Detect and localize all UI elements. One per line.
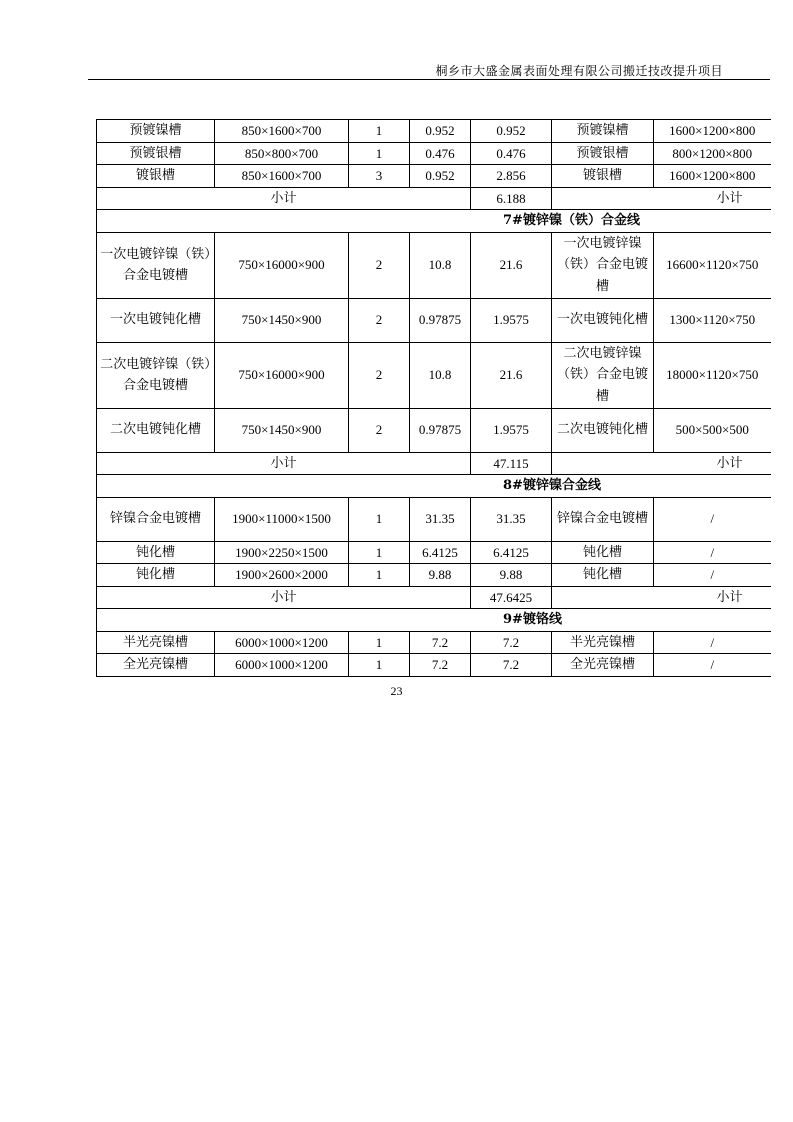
table-cell: 10.8 bbox=[410, 232, 471, 298]
section-title: 9#镀铬线 bbox=[97, 609, 771, 632]
table-cell: 31.35 bbox=[471, 497, 552, 541]
table-cell: 半光亮镍槽 bbox=[97, 631, 215, 654]
table-cell: 0.952 bbox=[410, 165, 471, 188]
subtotal-row bbox=[97, 586, 771, 609]
table-cell: 2 bbox=[349, 408, 410, 452]
table-cell: 1900×2250×1500 bbox=[215, 541, 349, 564]
table-cell: 2.856 bbox=[471, 165, 552, 188]
table-cell: / bbox=[654, 654, 771, 677]
table-cell: 1 bbox=[349, 142, 410, 165]
table-cell: 2 bbox=[349, 298, 410, 342]
table-cell: 750×1450×900 bbox=[215, 298, 349, 342]
table-cell: 6.4125 bbox=[471, 541, 552, 564]
table-cell: / bbox=[654, 497, 771, 541]
table-cell: 3 bbox=[349, 165, 410, 188]
table-cell: / bbox=[654, 564, 771, 587]
table-row bbox=[97, 298, 771, 342]
table-cell: 一次电镀钝化槽 bbox=[97, 298, 215, 342]
table-cell: 1900×11000×1500 bbox=[215, 497, 349, 541]
table-row bbox=[97, 541, 771, 564]
table-cell: 7.2 bbox=[410, 654, 471, 677]
table-cell: 1600×1200×800 bbox=[654, 165, 771, 188]
table-row bbox=[97, 342, 771, 408]
table-cell: 21.6 bbox=[471, 232, 552, 298]
table-cell: 7.2 bbox=[410, 631, 471, 654]
equipment-table bbox=[96, 119, 771, 677]
table-cell: 半光亮镍槽 bbox=[552, 631, 654, 654]
table-cell: 850×1600×700 bbox=[215, 165, 349, 188]
table-cell: 2 bbox=[349, 342, 410, 408]
table-cell: 500×500×500 bbox=[654, 408, 771, 452]
table-cell: 全光亮镍槽 bbox=[552, 654, 654, 677]
document-header-title: 桐乡市大盛金属表面处理有限公司搬迁技改提升项目 bbox=[435, 64, 723, 78]
table-cell: 1.9575 bbox=[471, 298, 552, 342]
table-cell: 1 bbox=[349, 564, 410, 587]
table-cell: 16600×1120×750 bbox=[654, 232, 771, 298]
table-cell: 一次电镀锌镍（铁）合金电镀槽 bbox=[97, 232, 215, 298]
table-row bbox=[97, 232, 771, 298]
subtotal-right-label: 小计 bbox=[552, 452, 771, 475]
table-row bbox=[97, 142, 771, 165]
subtotal-right-label: 小计 bbox=[552, 187, 771, 210]
table-cell: 二次电镀锌镍（铁）合金电镀槽 bbox=[552, 342, 654, 408]
section-title: 8#镀锌镍合金线 bbox=[97, 475, 771, 498]
table-cell: 0.476 bbox=[410, 142, 471, 165]
subtotal-row bbox=[97, 187, 771, 210]
table-cell: 一次电镀锌镍（铁）合金电镀槽 bbox=[552, 232, 654, 298]
table-cell: 6000×1000×1200 bbox=[215, 631, 349, 654]
table-cell: 1 bbox=[349, 497, 410, 541]
subtotal-right-label: 小计 bbox=[552, 586, 771, 609]
table-cell: 镀银槽 bbox=[552, 165, 654, 188]
table-cell: 预镀镍槽 bbox=[97, 120, 215, 143]
table-cell: 1600×1200×800 bbox=[654, 120, 771, 143]
table-cell: 二次电镀锌镍（铁）合金电镀槽 bbox=[97, 342, 215, 408]
table-cell: 6.4125 bbox=[410, 541, 471, 564]
subtotal-value: 47.6425 bbox=[471, 586, 552, 609]
table-cell: 钝化槽 bbox=[97, 541, 215, 564]
section-title: 7#镀锌镍（铁）合金线 bbox=[97, 210, 771, 233]
table-cell: 21.6 bbox=[471, 342, 552, 408]
header-divider bbox=[88, 79, 770, 80]
subtotal-label: 小计 bbox=[97, 187, 471, 210]
table-cell: 0.97875 bbox=[410, 408, 471, 452]
table-cell: 1 bbox=[349, 541, 410, 564]
table-cell: 0.97875 bbox=[410, 298, 471, 342]
table-cell: 7.2 bbox=[471, 631, 552, 654]
table-cell: 750×1450×900 bbox=[215, 408, 349, 452]
table-cell: 850×800×700 bbox=[215, 142, 349, 165]
table-cell: 18000×1120×750 bbox=[654, 342, 771, 408]
table-cell: 预镀镍槽 bbox=[552, 120, 654, 143]
table-row bbox=[97, 497, 771, 541]
table-cell: 0.952 bbox=[471, 120, 552, 143]
table-cell: 9.88 bbox=[410, 564, 471, 587]
subtotal-value: 47.115 bbox=[471, 452, 552, 475]
table-cell: 预镀银槽 bbox=[552, 142, 654, 165]
table-cell: 全光亮镍槽 bbox=[97, 654, 215, 677]
table-cell: 锌镍合金电镀槽 bbox=[97, 497, 215, 541]
table-cell: 镀银槽 bbox=[97, 165, 215, 188]
table-cell: 850×1600×700 bbox=[215, 120, 349, 143]
table-cell: 7.2 bbox=[471, 654, 552, 677]
table-cell: 钝化槽 bbox=[552, 541, 654, 564]
table-cell: 二次电镀钝化槽 bbox=[97, 408, 215, 452]
section-header-row bbox=[97, 210, 771, 233]
table-cell: 2 bbox=[349, 232, 410, 298]
table-cell: 锌镍合金电镀槽 bbox=[552, 497, 654, 541]
table-cell: 一次电镀钝化槽 bbox=[552, 298, 654, 342]
table-cell: 1900×2600×2000 bbox=[215, 564, 349, 587]
table-row bbox=[97, 564, 771, 587]
subtotal-row bbox=[97, 452, 771, 475]
subtotal-value: 6.188 bbox=[471, 187, 552, 210]
table-cell: 0.476 bbox=[471, 142, 552, 165]
subtotal-label: 小计 bbox=[97, 586, 471, 609]
page-number: 23 bbox=[390, 684, 403, 698]
table-cell: 1300×1120×750 bbox=[654, 298, 771, 342]
table-cell: 钝化槽 bbox=[552, 564, 654, 587]
table-cell: 750×16000×900 bbox=[215, 232, 349, 298]
table-row bbox=[97, 654, 771, 677]
table-cell: 10.8 bbox=[410, 342, 471, 408]
subtotal-label: 小计 bbox=[97, 452, 471, 475]
table-cell: 1 bbox=[349, 120, 410, 143]
table-cell: / bbox=[654, 631, 771, 654]
table-cell: 1 bbox=[349, 631, 410, 654]
table-row bbox=[97, 631, 771, 654]
table-cell: 钝化槽 bbox=[97, 564, 215, 587]
table-cell: 1 bbox=[349, 654, 410, 677]
table-cell: 二次电镀钝化槽 bbox=[552, 408, 654, 452]
table-cell: 800×1200×800 bbox=[654, 142, 771, 165]
table-row bbox=[97, 165, 771, 188]
table-row bbox=[97, 120, 771, 143]
section-header-row bbox=[97, 609, 771, 632]
table-row bbox=[97, 408, 771, 452]
section-header-row bbox=[97, 475, 771, 498]
table-cell: 750×16000×900 bbox=[215, 342, 349, 408]
table-cell: 31.35 bbox=[410, 497, 471, 541]
table-cell: 1.9575 bbox=[471, 408, 552, 452]
table-cell: / bbox=[654, 541, 771, 564]
table-cell: 6000×1000×1200 bbox=[215, 654, 349, 677]
table-cell: 9.88 bbox=[471, 564, 552, 587]
table-cell: 0.952 bbox=[410, 120, 471, 143]
table-cell: 预镀银槽 bbox=[97, 142, 215, 165]
